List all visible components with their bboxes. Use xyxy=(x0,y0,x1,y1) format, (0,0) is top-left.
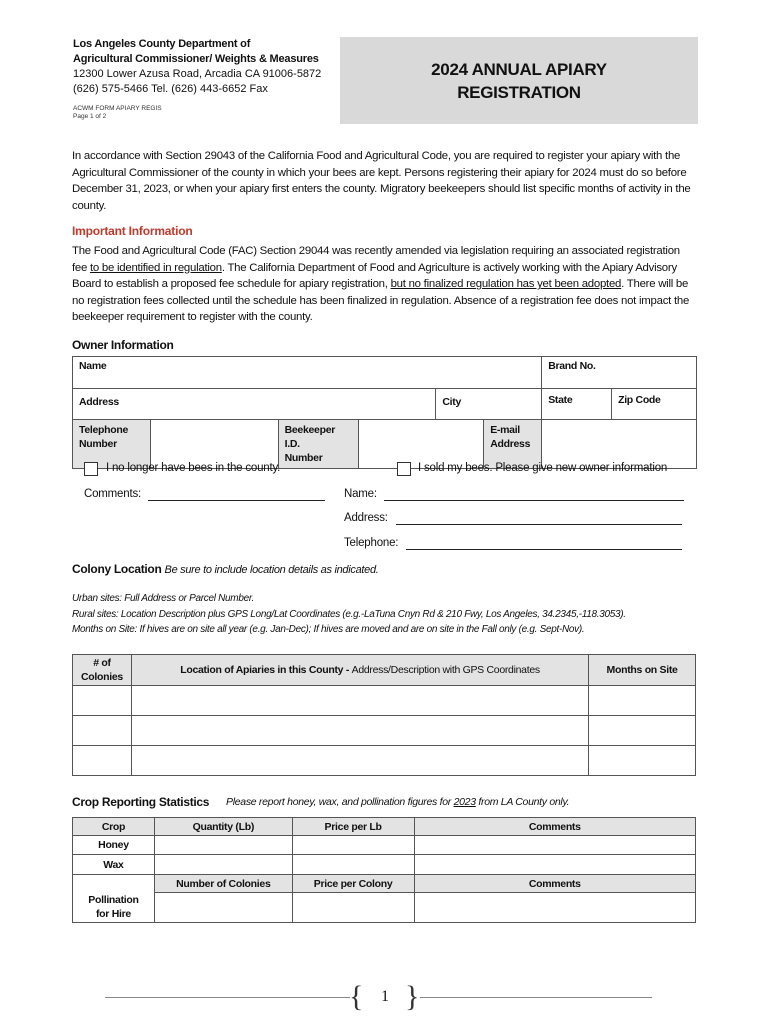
colony-heading xyxy=(72,562,379,576)
agency-header xyxy=(73,37,335,121)
beekeeper-id-label-2: Number xyxy=(284,452,323,464)
beekeeper-id-label: Beekeeper I.D. xyxy=(284,424,336,450)
colony-instructions xyxy=(72,591,702,638)
owner-name-label: Name xyxy=(79,360,107,372)
table-row xyxy=(73,716,696,746)
colonies-input[interactable] xyxy=(73,686,132,716)
location-header xyxy=(131,655,588,686)
colonies-header-line2: Colonies xyxy=(81,671,123,683)
crop-heading: Crop Reporting Statistics xyxy=(72,795,210,809)
zip-label: Zip Code xyxy=(618,394,661,406)
pollination-label-line1: Pollination xyxy=(88,894,139,907)
important-text-3: . There will be no registration fees collected until the schedule has been finalized in regulation. Absence of a registration fee does not impact the beekeeper requirement to register with the county. xyxy=(72,278,690,324)
colony-heading-text: Colony Location xyxy=(72,562,162,576)
footer-brace-left: { xyxy=(349,980,364,1013)
colonies-header-line1: # of xyxy=(93,657,111,669)
important-text-2: . The California Department of Food and Agriculture is actively working with the Apiary Advisory Board to establish a proposed fee schedule for apiary registration, xyxy=(72,261,677,291)
agency-address: 12300 Lower Azusa Road, Arcadia CA 91006-5872 xyxy=(73,68,322,80)
important-paragraph xyxy=(72,243,696,326)
quantity-header: Quantity (Lb) xyxy=(154,818,292,836)
price-per-lb-header: Price per Lb xyxy=(292,818,414,836)
email-label-2: Address xyxy=(490,438,531,450)
form-title xyxy=(340,37,698,124)
crop-table xyxy=(72,817,696,923)
colonies-input[interactable] xyxy=(73,716,132,746)
form-id: ACWM FORM APIARY REGIS xyxy=(73,105,162,112)
page-indicator: Page 1 of 2 xyxy=(73,113,107,120)
honey-quantity-input[interactable] xyxy=(154,836,292,855)
owner-name-cell[interactable] xyxy=(73,357,542,389)
honey-comments-input[interactable] xyxy=(414,836,696,855)
months-input[interactable] xyxy=(589,716,696,746)
location-header-bold: Location of Apiaries in this County - xyxy=(180,664,352,676)
crop-note xyxy=(226,796,569,808)
urban-sites-note: Urban sites: Full Address or Parcel Number. xyxy=(72,593,254,604)
agency-name-line2: Agricultural Commissioner/ Weights & Measures xyxy=(73,53,319,65)
footer-rule-left xyxy=(105,997,350,998)
colonies-header xyxy=(73,655,132,686)
crop-note-pre: Please report honey, wax, and pollination figures for xyxy=(226,796,454,808)
honey-row xyxy=(73,836,696,855)
pollination-label-line2: for Hire xyxy=(95,908,131,921)
location-input[interactable] xyxy=(131,716,588,746)
price-per-colony-header: Price per Colony xyxy=(292,875,414,893)
new-owner-telephone-label: Telephone: xyxy=(344,537,399,549)
number-of-colonies-header: Number of Colonies xyxy=(154,875,292,893)
months-header: Months on Site xyxy=(589,655,696,686)
new-owner-address-label: Address: xyxy=(344,512,388,524)
state-label: State xyxy=(548,394,573,406)
colonies-input[interactable] xyxy=(73,746,132,776)
pollination-row xyxy=(73,893,696,923)
location-input[interactable] xyxy=(131,746,588,776)
new-owner-address-input[interactable] xyxy=(396,524,682,525)
brand-no-cell[interactable] xyxy=(542,357,697,389)
crop-header: Crop xyxy=(73,818,155,836)
important-underline-1: to be identified in regulation xyxy=(90,261,222,274)
comments-label: Comments: xyxy=(84,488,141,500)
footer-rule-right xyxy=(420,997,652,998)
wax-comments-input[interactable] xyxy=(414,855,696,875)
table-row xyxy=(73,746,696,776)
months-input[interactable] xyxy=(589,746,696,776)
table-row xyxy=(73,686,696,716)
footer-brace-right: } xyxy=(405,980,420,1013)
important-underline-2: but no finalized regulation has yet been adopted xyxy=(390,278,622,291)
pollination-price-input[interactable] xyxy=(292,893,414,923)
pollination-label xyxy=(73,893,155,923)
location-input[interactable] xyxy=(131,686,588,716)
owner-state-cell[interactable] xyxy=(542,389,612,420)
wax-label: Wax xyxy=(73,855,155,875)
comments-input[interactable] xyxy=(148,500,325,501)
owner-table xyxy=(72,356,697,469)
crop-note-year: 2023 xyxy=(453,796,476,808)
telephone-label-2: Number xyxy=(79,438,117,450)
wax-price-input[interactable] xyxy=(292,855,414,875)
comments-header: Comments xyxy=(414,818,696,836)
owner-city-cell[interactable] xyxy=(436,389,542,420)
agency-name-line1: Los Angeles County Department of xyxy=(73,38,251,50)
sold-bees-label: I sold my bees. Please give new owner information xyxy=(418,462,668,474)
important-heading: Important Information xyxy=(72,224,193,238)
city-label: City xyxy=(442,396,461,408)
pollination-colonies-input[interactable] xyxy=(154,893,292,923)
agency-phones: (626) 575-5466 Tel. (626) 443-6652 Fax xyxy=(73,83,268,95)
form-title-line2: REGISTRATION xyxy=(457,82,581,102)
important-text-1: The Food and Agricultural Code (FAC) Section 29044 was recently amended via legislation requiring an associated registration fee xyxy=(72,245,680,274)
intro-paragraph: In accordance with Section 29043 of the California Food and Agricultural Code, you are required to register your apiary with the Agricultural Commissioner of the county in which your bees are kept. Persons registering their apiary for 2024 must do so before December 31, 2023, or when your apiary first enters the county. Migratory beekeepers should list specific months of activity in the county. xyxy=(72,150,691,212)
email-label: E-mail xyxy=(490,424,520,436)
wax-row xyxy=(73,855,696,875)
telephone-label: Telephone xyxy=(79,424,129,436)
brand-no-label: Brand No. xyxy=(548,360,596,372)
months-input[interactable] xyxy=(589,686,696,716)
honey-label: Honey xyxy=(73,836,155,855)
pollination-comments-input[interactable] xyxy=(414,893,696,923)
comments-header-2: Comments xyxy=(414,875,696,893)
sold-bees-checkbox[interactable] xyxy=(397,462,411,481)
crop-note-post: from LA County only. xyxy=(475,796,570,808)
location-header-rest: Address/Description with GPS Coordinates xyxy=(351,664,540,676)
wax-quantity-input[interactable] xyxy=(154,855,292,875)
page-number: 1 xyxy=(381,988,389,1005)
new-owner-telephone-input[interactable] xyxy=(406,549,682,550)
owner-heading: Owner Information xyxy=(72,338,174,352)
owner-zip-cell[interactable] xyxy=(612,389,697,420)
address-label: Address xyxy=(79,396,119,408)
months-on-site-note: Months on Site: If hives are on site all year (e.g. Jan-Dec); If hives are moved and are on site in the Fall only (e.g. Sept-Nov). xyxy=(72,624,585,635)
honey-price-input[interactable] xyxy=(292,836,414,855)
new-owner-name-label: Name: xyxy=(344,488,377,500)
new-owner-name-input[interactable] xyxy=(384,500,684,501)
colony-heading-note: Be sure to include location details as indicated. xyxy=(164,564,379,576)
rural-sites-note: Rural sites: Location Description plus GPS Long/Lat Coordinates (e.g.-LaTuna Cnyn Rd & 210 Fwy, Los Angeles, 34.2345,-118.3053). xyxy=(72,608,626,620)
beekeeper-id-label-cell xyxy=(278,420,358,469)
no-bees-label: I no longer have bees in the county. xyxy=(106,462,281,474)
form-title-line1: 2024 ANNUAL APIARY xyxy=(431,59,607,79)
colony-table xyxy=(72,654,696,776)
no-bees-checkbox[interactable] xyxy=(84,462,98,481)
owner-address-cell[interactable] xyxy=(73,389,436,420)
